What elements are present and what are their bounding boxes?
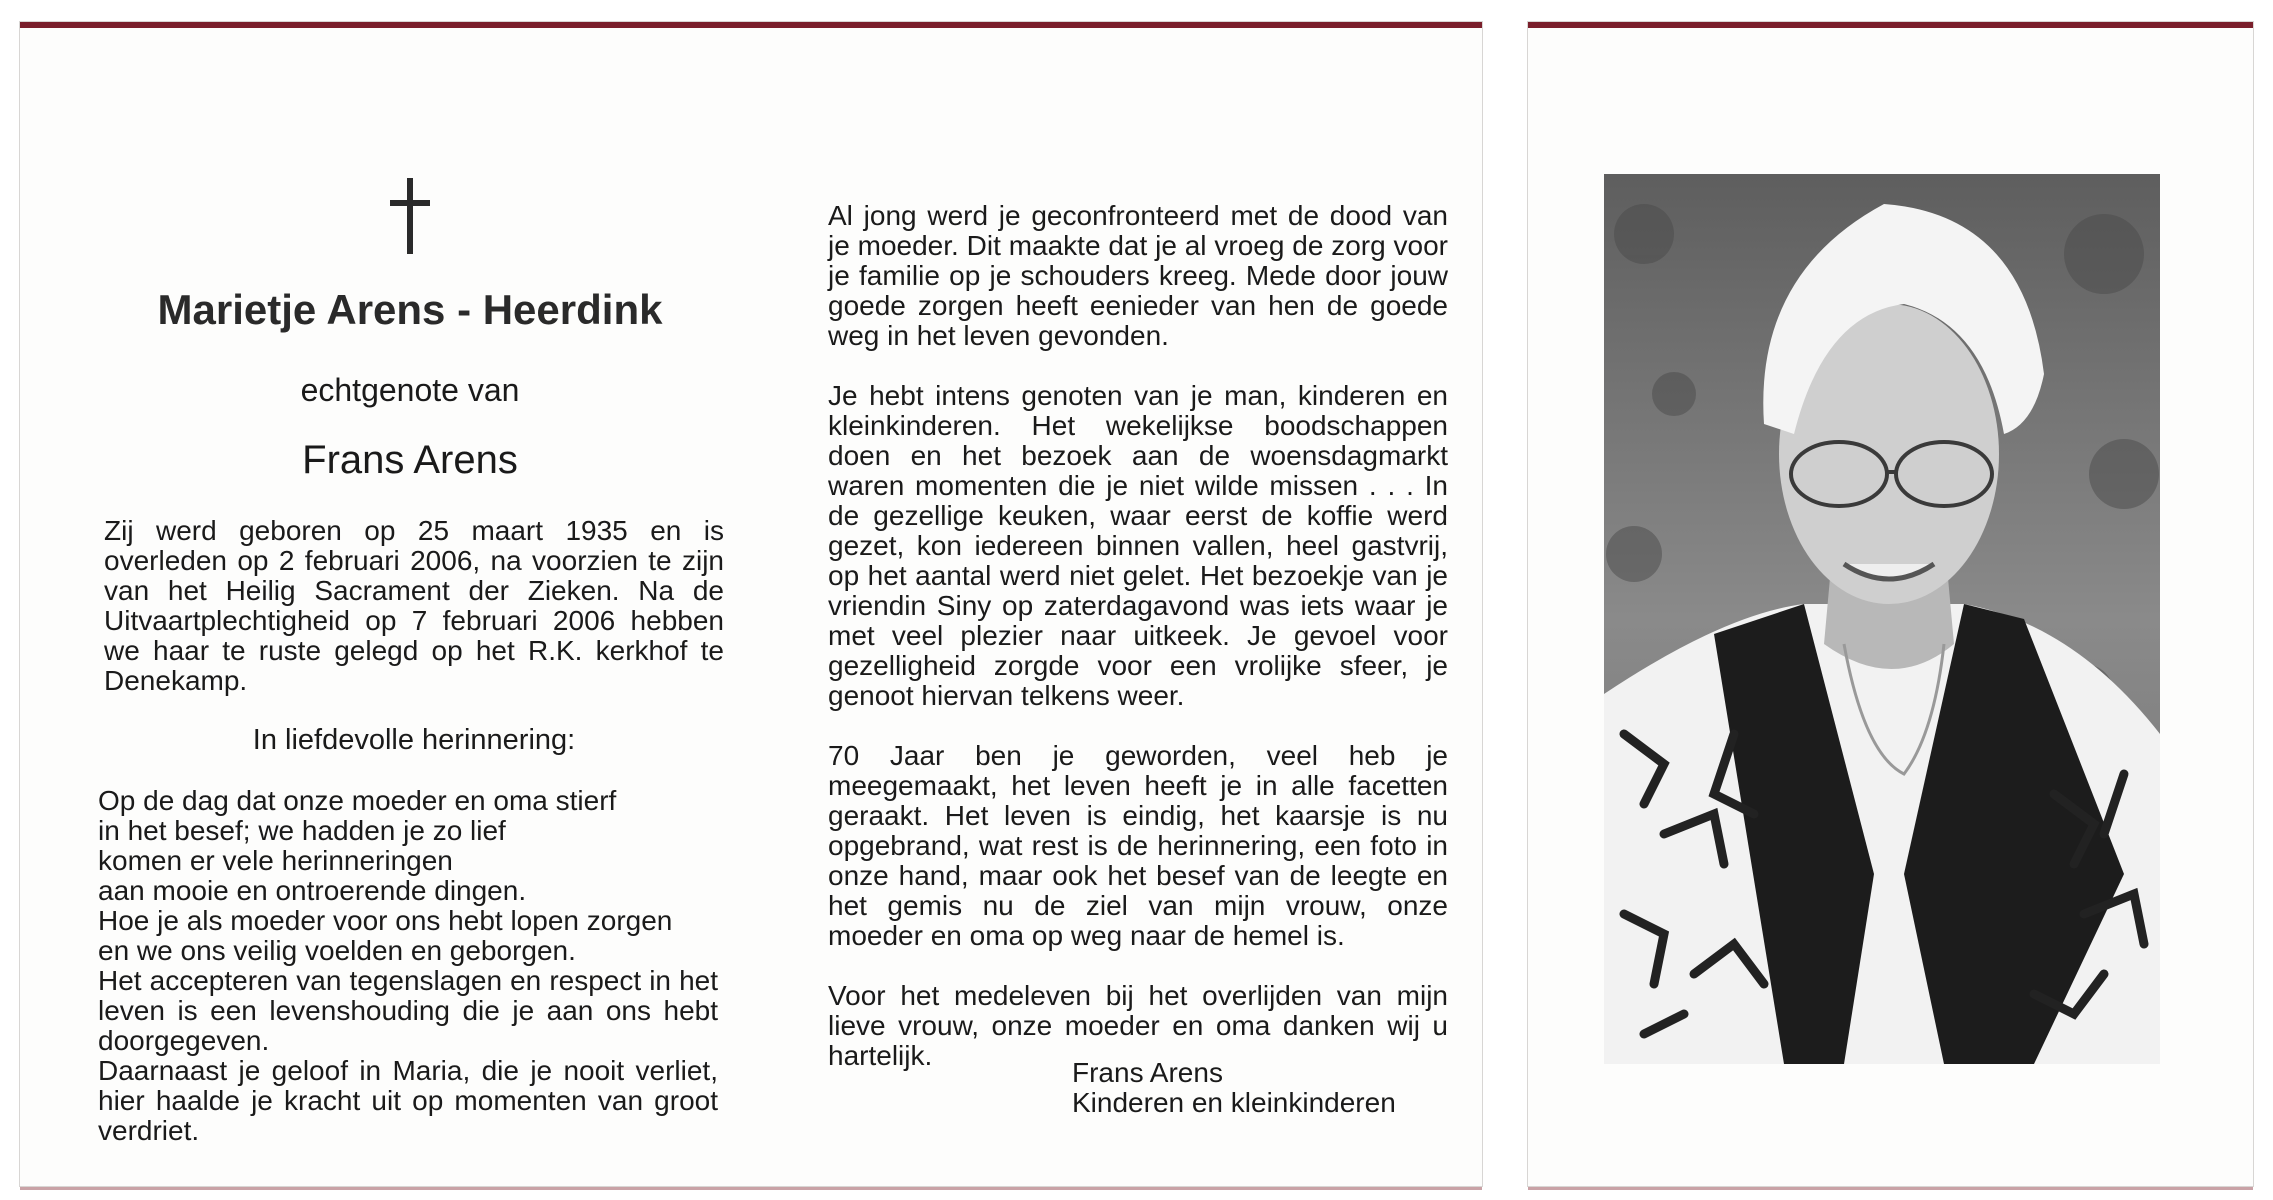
spouse-intro: echtgenote van: [300, 372, 520, 408]
portrait-photo-icon: [1604, 174, 2160, 1064]
biography-text: Zij werd geboren op 25 maart 1935 en is overleden op 2 februari 2006, na voorzien te zijn van het Heilig Sacrament der Zieken. Na de Uitvaartplechtigheid op 7 februari 2006 hebben we haar te ruste gelegd op het R.K. kerkhof te Denekamp.: [104, 515, 724, 696]
poem-line: Op de dag dat onze moeder en oma stierf: [98, 785, 617, 816]
spouse-name: Frans Arens: [302, 438, 518, 482]
deceased-name: Marietje Arens - Heerdink: [157, 286, 663, 333]
poem-line: komen er vele herinneringen: [98, 845, 453, 876]
poem-line: aan mooie en ontroerende dingen.: [98, 875, 527, 906]
tribute-paragraph: Je hebt intens genoten van je man, kinderen en kleinkinderen. Het wekelijkse boodschappen doen en het bezoek aan de woensdagmarkt waren momenten die je niet wilde missen . . . In de gezellige keuken, waar eerst de koffie werd gezet, kon iedereen binnen vallen, heel gastvrij, op het aantal werd niet gelet. Het bezoekje van je vriendin Siny op zaterdagavond was iets waar je met veel plezier naar uitkeek. Je gevoel voor gezelligheid zorgde voor een vrolijke sfeer, je genoot hiervan telkens weer.: [828, 380, 1448, 711]
poem-line: Daarnaast je geloof in Maria, die je nooit verliet, hier haalde je kracht uit op momenten van groot verdriet.: [98, 1055, 718, 1146]
signature: [1072, 1058, 1396, 1118]
tribute-text: [828, 201, 1448, 1101]
cross-icon: [390, 178, 430, 254]
biography: [104, 516, 724, 726]
poem: [98, 786, 718, 1146]
signature-line: Frans Arens: [1072, 1057, 1223, 1088]
tribute-paragraph: Voor het medeleven bij het overlijden van mijn lieve vrouw, onze moeder en oma danken wij u hartelijk.: [828, 980, 1448, 1071]
tribute-paragraph: Al jong werd je geconfronteerd met de dood van je moeder. Dit maakte dat je al vroeg de zorg voor je familie op je schouders kreeg. Mede door jouw goede zorgen heeft eenieder van hen de goede weg in het leven gevonden.: [828, 200, 1448, 351]
remembrance-title: In liefdevolle herinnering:: [252, 724, 576, 756]
signature-line: Kinderen en kleinkinderen: [1072, 1087, 1396, 1118]
poem-line: Het accepteren van tegenslagen en respect in het leven is een levenshouding die je aan ons hebt doorgegeven.: [98, 965, 718, 1056]
poem-line: Hoe je als moeder voor ons hebt lopen zorgen: [98, 905, 673, 936]
poem-line: in het besef; we hadden je zo lief: [98, 815, 506, 846]
memorial-card-inner: [20, 22, 1482, 1186]
tribute-paragraph: 70 Jaar ben je geworden, veel heb je meegemaakt, het leven heeft je in alle facetten geraakt. Het leven is eindig, het kaarsje is nu opgebrand, wat rest is de herinnering, een foto in onze hand, maar ook het besef van de leegte en het gemis nu de ziel van mijn vrouw, onze moeder en oma op weg naar de hemel is.: [828, 740, 1448, 951]
poem-line: en we ons veilig voelden en geborgen.: [98, 935, 576, 966]
